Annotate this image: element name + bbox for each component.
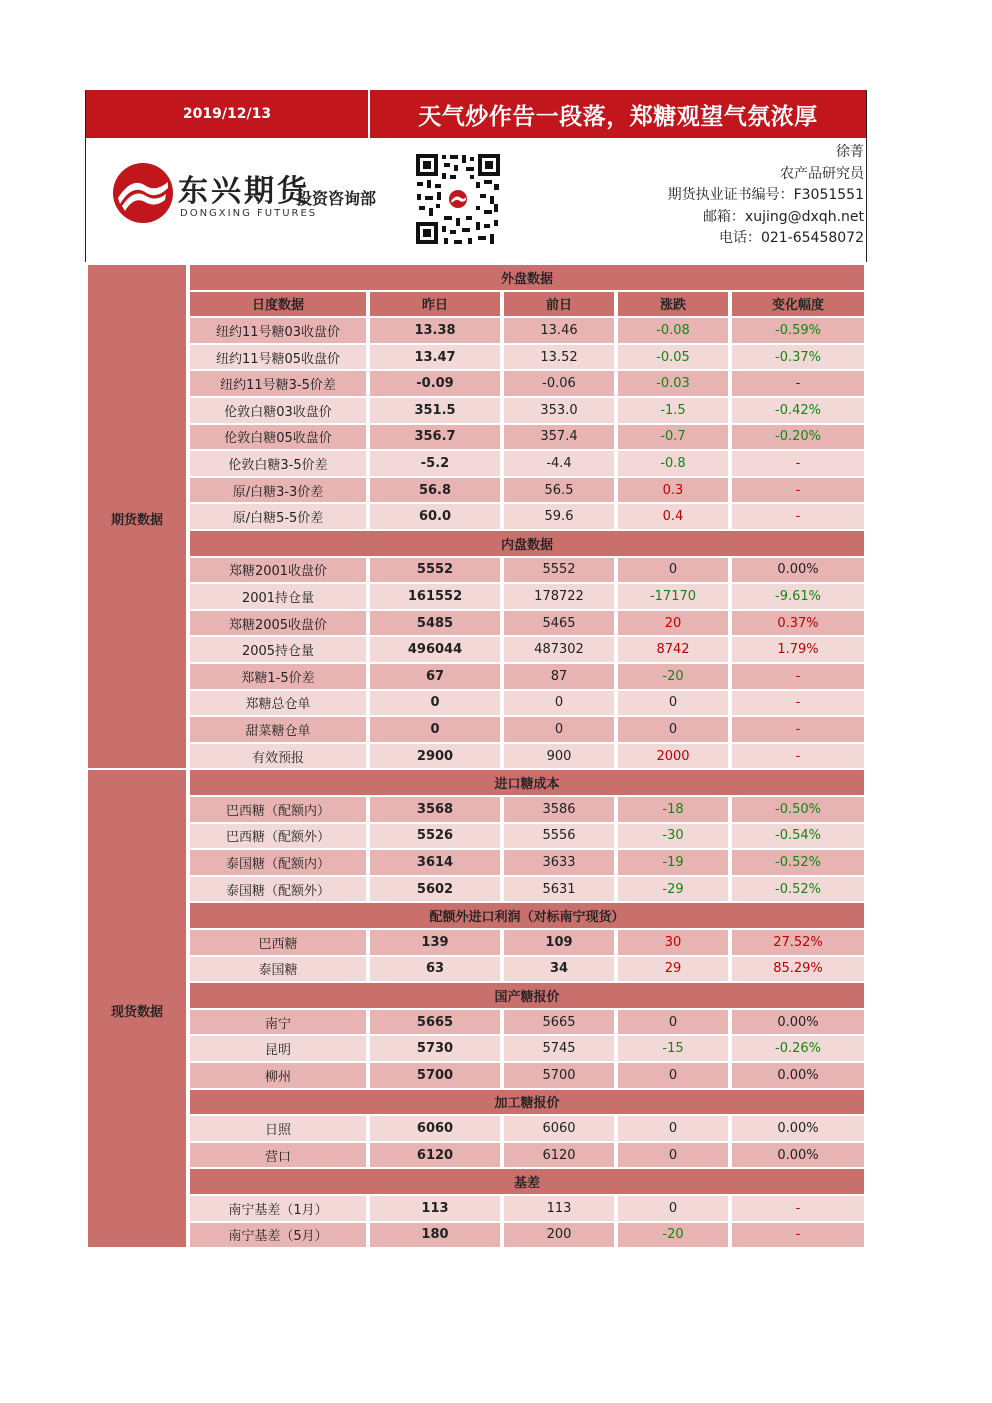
value-yesterday: 63 [370,957,500,982]
value-previous: 5465 [504,611,614,636]
value-yesterday: 5602 [370,877,500,902]
value-previous: 353.0 [504,398,614,423]
row-label: 伦敦白糖03收盘价 [190,398,366,423]
value-change: 2000 [618,744,728,769]
value-yesterday: 5526 [370,824,500,849]
report-title: 天气炒作告一段落，郑糖观望气氛浓厚 [370,90,866,138]
value-yesterday: 2900 [370,744,500,769]
value-yesterday: 5485 [370,611,500,636]
section-header: 内盘数据 [190,531,864,556]
row-label: 有效预报 [190,744,366,769]
author-role: 农产品研究员 [780,165,864,182]
value-previous: 900 [504,744,614,769]
value-previous: 5556 [504,824,614,849]
value-change: 0 [618,1143,728,1168]
row-label: 柳州 [190,1063,366,1088]
value-previous: 5665 [504,1010,614,1035]
author-phone: 电话：021-65458072 [718,230,864,247]
row-label: 南宁基差（1月） [190,1196,366,1221]
value-change: 30 [618,930,728,955]
value-previous: 178722 [504,584,614,609]
value-yesterday: 496044 [370,637,500,662]
value-previous: 200 [504,1223,614,1248]
value-yesterday: 60.0 [370,504,500,529]
value-change-pct: 0.00% [732,1143,864,1168]
value-yesterday: 356.7 [370,425,500,450]
section-header: 国产糖报价 [190,983,864,1008]
value-yesterday: 3614 [370,850,500,875]
value-change-pct: -0.42% [732,398,864,423]
logo-en-text: DONGXING FUTURES [180,208,318,219]
value-change: 0 [618,1063,728,1088]
value-change: -0.03 [618,371,728,396]
value-previous: -0.06 [504,371,614,396]
row-label: 日照 [190,1116,366,1141]
value-yesterday: 0 [370,691,500,716]
author-info [668,142,864,250]
side-label-spot [88,770,186,1247]
value-yesterday: 56.8 [370,478,500,503]
logo-cn-text: 东兴期货 [178,174,310,209]
side-label-futures [88,265,186,768]
row-label: 伦敦白糖05收盘价 [190,425,366,450]
row-label: 泰国糖（配额内） [190,850,366,875]
value-previous: 0 [504,691,614,716]
value-change: 8742 [618,637,728,662]
value-previous: 109 [504,930,614,955]
row-label: 郑糖2005收盘价 [190,611,366,636]
section-header: 基差 [190,1169,864,1194]
value-change-pct: 0.00% [732,558,864,583]
value-yesterday: 6060 [370,1116,500,1141]
row-label: 伦敦白糖3-5价差 [190,451,366,476]
row-label: 巴西糖（配额内） [190,797,366,822]
row-label: 昆明 [190,1036,366,1061]
value-change-pct: - [732,478,864,503]
row-label: 甜菜糖仓单 [190,717,366,742]
value-change: -20 [618,1223,728,1248]
value-change-pct: 0.37% [732,611,864,636]
value-change-pct: - [732,744,864,769]
value-change-pct: - [732,1196,864,1221]
value-previous: 59.6 [504,504,614,529]
row-label: 泰国糖 [190,957,366,982]
row-label: 巴西糖 [190,930,366,955]
value-change-pct: -0.37% [732,345,864,370]
value-previous: 5631 [504,877,614,902]
section-header: 进口糖成本 [190,770,864,795]
value-change: -29 [618,877,728,902]
value-change-pct: -0.52% [732,850,864,875]
column-header: 涨跌 [618,292,728,317]
value-change-pct: - [732,1223,864,1248]
value-change: -17170 [618,584,728,609]
value-change: 0 [618,1196,728,1221]
value-change: -18 [618,797,728,822]
value-change: -30 [618,824,728,849]
report-date: 2019/12/13 [86,90,368,138]
value-previous: 3586 [504,797,614,822]
author-name: 徐菁 [836,144,864,160]
value-change: -20 [618,664,728,689]
value-yesterday: 6120 [370,1143,500,1168]
value-yesterday: 5700 [370,1063,500,1088]
value-previous: 5552 [504,558,614,583]
value-change: -0.08 [618,318,728,343]
side-label-futures-text: 期货数据 [110,512,163,528]
division-name: 投资咨询部 [296,189,377,208]
row-label: 巴西糖（配额外） [190,824,366,849]
value-yesterday: 13.38 [370,318,500,343]
value-previous: 5745 [504,1036,614,1061]
value-yesterday: 113 [370,1196,500,1221]
value-previous: 13.52 [504,345,614,370]
value-change-pct: - [732,504,864,529]
value-change-pct: -0.54% [732,824,864,849]
value-change-pct: 1.79% [732,637,864,662]
value-previous: 13.46 [504,318,614,343]
value-previous: 6120 [504,1143,614,1168]
value-yesterday: 5552 [370,558,500,583]
value-change-pct: 85.29% [732,957,864,982]
value-change: -0.05 [618,345,728,370]
value-yesterday: 5730 [370,1036,500,1061]
value-change-pct: 0.00% [732,1063,864,1088]
author-email: 邮箱：xujing@dxqh.net [702,208,864,225]
value-change-pct: 0.00% [732,1116,864,1141]
value-previous: 87 [504,664,614,689]
value-change: -0.7 [618,425,728,450]
value-change: -1.5 [618,398,728,423]
value-change: -15 [618,1036,728,1061]
column-header: 变化幅度 [732,292,864,317]
row-label: 纽约11号糖3-5价差 [190,371,366,396]
value-previous: 34 [504,957,614,982]
row-label: 纽约11号糖05收盘价 [190,345,366,370]
value-previous: -4.4 [504,451,614,476]
value-yesterday: 180 [370,1223,500,1248]
side-label-spot-text: 现货数据 [110,1004,163,1020]
value-change: 0 [618,717,728,742]
value-change-pct: -0.52% [732,877,864,902]
row-label: 原/白糖3-3价差 [190,478,366,503]
row-label: 泰国糖（配额外） [190,877,366,902]
row-label: 2005持仓量 [190,637,366,662]
row-label: 原/白糖5-5价差 [190,504,366,529]
column-header: 日度数据 [190,292,366,317]
value-change-pct: 0.00% [732,1010,864,1035]
row-label: 郑糖总仓单 [190,691,366,716]
value-change-pct: - [732,717,864,742]
value-change: 20 [618,611,728,636]
value-change: -19 [618,850,728,875]
value-change: 0 [618,691,728,716]
column-header: 昨日 [370,292,500,317]
author-license: 期货执业证书编号：F3051551 [667,187,864,204]
row-label: 营口 [190,1143,366,1168]
row-label: 郑糖1-5价差 [190,664,366,689]
value-change: 0.4 [618,504,728,529]
column-header: 前日 [504,292,614,317]
value-change-pct: -0.26% [732,1036,864,1061]
value-change: 0 [618,1010,728,1035]
value-change-pct: - [732,451,864,476]
value-change-pct: - [732,664,864,689]
row-label: 郑糖2001收盘价 [190,558,366,583]
value-yesterday: 0 [370,717,500,742]
value-change-pct: - [732,691,864,716]
qr-code-icon [414,152,502,246]
value-previous: 0 [504,717,614,742]
value-yesterday: 67 [370,664,500,689]
row-label: 纽约11号糖03收盘价 [190,318,366,343]
company-logo [112,162,402,234]
value-previous: 3633 [504,850,614,875]
value-change: -0.8 [618,451,728,476]
value-change-pct: -0.20% [732,425,864,450]
logo-emblem-icon [112,162,174,224]
section-header: 外盘数据 [190,265,864,290]
row-label: 2001持仓量 [190,584,366,609]
section-header: 加工糖报价 [190,1090,864,1115]
value-yesterday: 3568 [370,797,500,822]
frame-right-line [866,90,867,262]
value-previous: 357.4 [504,425,614,450]
value-previous: 113 [504,1196,614,1221]
value-change: 29 [618,957,728,982]
value-previous: 6060 [504,1116,614,1141]
value-yesterday: 351.5 [370,398,500,423]
value-previous: 56.5 [504,478,614,503]
value-previous: 5700 [504,1063,614,1088]
value-change-pct: -0.59% [732,318,864,343]
value-change: 0 [618,558,728,583]
value-yesterday: 5665 [370,1010,500,1035]
value-yesterday: 139 [370,930,500,955]
row-label: 南宁 [190,1010,366,1035]
value-change-pct: 27.52% [732,930,864,955]
value-yesterday: -5.2 [370,451,500,476]
value-change: 0 [618,1116,728,1141]
value-previous: 487302 [504,637,614,662]
value-change-pct: -9.61% [732,584,864,609]
section-header: 配额外进口利润（对标南宁现货） [190,903,864,928]
value-change: 0.3 [618,478,728,503]
value-change-pct: -0.50% [732,797,864,822]
value-change-pct: - [732,371,864,396]
value-yesterday: 13.47 [370,345,500,370]
row-label: 南宁基差（5月） [190,1223,366,1248]
value-yesterday: -0.09 [370,371,500,396]
value-yesterday: 161552 [370,584,500,609]
